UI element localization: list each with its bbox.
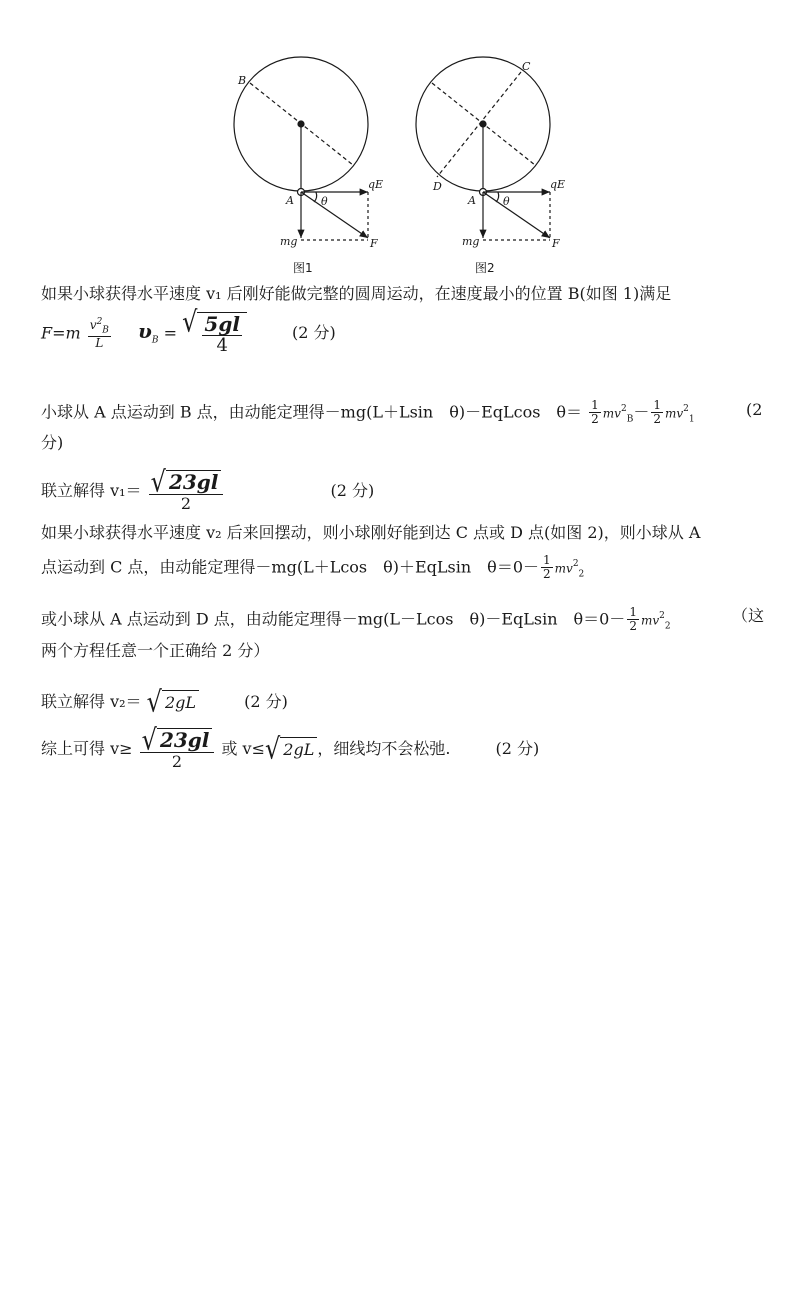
label-F-1: F	[370, 237, 378, 250]
label-A-1: A	[286, 194, 294, 207]
caption-1: 图1	[293, 261, 313, 275]
label-A-2: A	[468, 194, 476, 207]
text-line-2: F=m $\frac{v^2_B}{L}$ $\upsilon_B$ = √ $\frac{5gl}{4}$ (2 分)	[41, 305, 336, 356]
p2-vB: υ	[138, 319, 152, 344]
label-B: B	[238, 74, 247, 87]
text-line-6b: 两个方程任意一个正确给 2 分）	[41, 641, 270, 660]
figure-1	[234, 57, 368, 240]
text-line-7: 联立解得 v₂＝ √ 2gL (2 分)	[41, 685, 288, 719]
label-C: C	[522, 60, 531, 73]
p4: 联立解得 v₁＝	[41, 480, 142, 500]
p3-score-b: 分)	[41, 433, 64, 452]
label-theta-1: θ	[321, 195, 328, 208]
p2-score: (2 分)	[292, 323, 336, 343]
text-line-3: 小球从 A 点运动到 B 点，由动能定理得－mg(L＋Lsin θ)－EqLcos θ＝ $\frac{1}{2}$ $mv^2_B-$ $\frac{1}{2}$ $mv^2_1$	[41, 398, 695, 427]
diameter-CD-b	[437, 72, 521, 177]
p3-score-a: (2	[746, 400, 763, 419]
p2-frac: $\frac{v^2_B}{L}$	[89, 316, 109, 350]
label-qE-2: qE	[550, 178, 566, 191]
caption-2: 图2	[475, 261, 495, 275]
p2-sqrt: √ $\frac{5gl}{4}$	[182, 312, 247, 356]
text-line-1	[41, 282, 671, 306]
label-F-2: F	[552, 237, 560, 250]
label-qE-1: qE	[368, 178, 384, 191]
p3: 小球从 A 点运动到 B 点，由动能定理得－mg(L＋Lsin θ)－EqLcos θ＝	[41, 402, 583, 422]
label-mg-2: mg	[462, 235, 480, 248]
p4-score: (2 分)	[330, 480, 375, 500]
figure-2	[416, 57, 550, 240]
text-line-5a: 如果小球获得水平速度 v₂ 后来回摆动，则小球刚好能到达 C 点或 D 点(如图 2)，则小球从 A	[41, 523, 701, 542]
text-line-5b: 点运动到 C 点，由动能定理得－mg(L＋Lcos θ)＋EqLsin θ＝0－ $\frac{1}{2}$ $mv^2_2$	[41, 553, 585, 582]
text-line-4: 联立解得 v₁＝ √ 23gl 2 (2 分)	[41, 465, 375, 513]
p6a-tail: （这	[732, 606, 765, 625]
text-line-8: 综上可得 v≥ √ 23gl 2 或 v≤ √ 2gL ，细线均不会松弛. (2 分)	[41, 723, 540, 771]
p1: 如果小球获得水平速度 v₁ 后刚好能做完整的圆周运动，在速度最小的位置 B(如图 1)满足	[41, 284, 672, 303]
label-D: D	[433, 180, 442, 193]
p2-F: F=m	[41, 323, 81, 343]
label-theta-2: θ	[503, 195, 510, 208]
figures	[0, 0, 800, 280]
label-mg-1: mg	[280, 235, 298, 248]
text-line-6a: 或小球从 A 点运动到 D 点，由动能定理得－mg(L－Lcos θ)－EqLsin θ＝0－ $\frac{1}{2}$ $mv^2_2$	[41, 605, 671, 634]
